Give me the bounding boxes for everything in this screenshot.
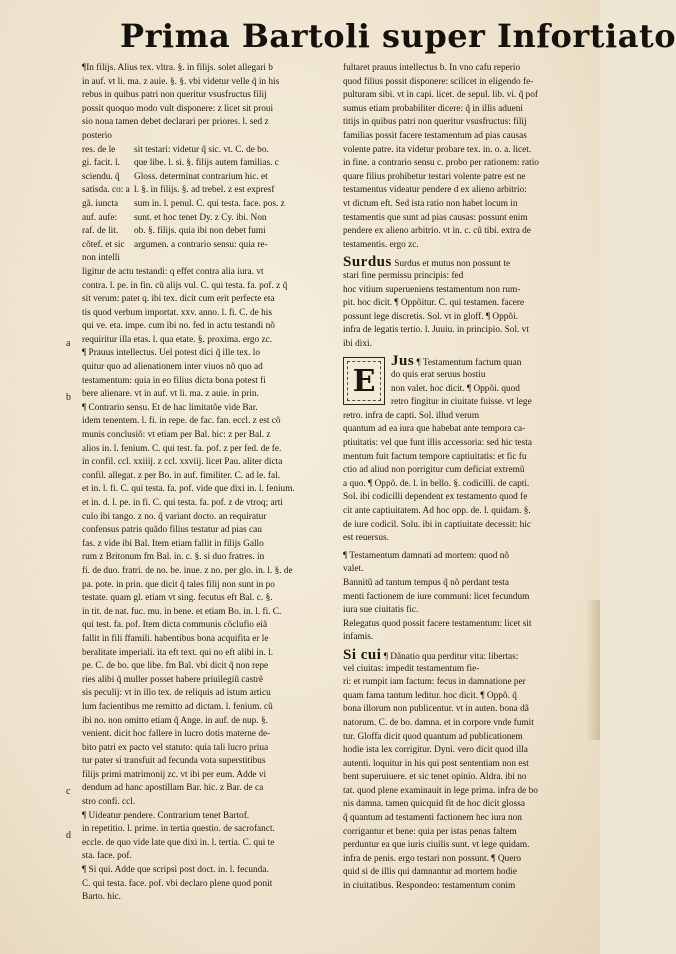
text-line: fas. z vide ibi Bal. Item etiam fallit in filijs Gallo (82, 538, 264, 549)
text-line: vel ciuitas: impedit testamentum fie- (343, 663, 480, 674)
text-line: satisda. co: a (82, 185, 130, 196)
text-line: l. §. in filijs. §. ad trebel. z est expresf (134, 185, 275, 196)
text-line: valet. (343, 564, 364, 575)
text-line: titijs in quibus patri non queritur vsusfructus: filij (343, 117, 527, 128)
text-line: rum z Britonum fm Bal. in. c. §. si duo fratres. in (82, 552, 265, 563)
text-line: nis damna. tamen quicquid fit de hoc dicit glossa (343, 799, 526, 810)
text-line: perduntur ea que iuris ciuilis sunt. vt lege quidam. (343, 840, 530, 851)
right-top-paragraph (343, 62, 583, 252)
text-line: quid si de illis qui damnantur ad mortem hodie (343, 867, 518, 878)
text-line: sta. face. pof. (82, 851, 132, 862)
text-line: infamis. (343, 632, 374, 643)
text-line: testate. quam gl. etiam vt sing. fecutus eft Bal. c. §. (82, 593, 273, 604)
text-line: argumen. a contrario sensu: quia re- (134, 239, 268, 250)
text-line: ibi no. non omitto etiam q̃ Ange. in auf. de nup. §. (82, 715, 268, 726)
text-line: ptiuitatis: vel que funt illis accessoria: sed hic testa (343, 438, 532, 449)
text-line: dendum ad hanc apostillam Bar. hic. z Bar. de ca (82, 783, 264, 794)
text-line: sum in. l. penul. C. qui testa. face. pos. z (134, 198, 285, 209)
text-line: et in. d. l. pe. in fi. C. qui testa. fa. pof. z de vtroq; arti (82, 498, 283, 508)
text-line: alios in. l. fenium. C. qui test. fa. pof. z per fed. de fe. (82, 443, 282, 454)
text-line: testamentum: quia in eo filius dicta bona potest fi (82, 375, 266, 386)
left-intro-paragraph (82, 62, 332, 130)
text-line: quam fama tantum leditur. hoc dicit. ¶ Oppõ. q̃ (343, 690, 517, 701)
damnati-paragraph (343, 550, 583, 645)
text-line: pendere ex alieno arbitrio. vt in. c. cũ tibi. extra de (343, 226, 531, 237)
text-line: in repetitio. l. prime. in tertia questio. de sacrofanct. (82, 824, 275, 835)
text-line: testamentus videatur pendere d ex alieno arbitrio: (343, 185, 527, 196)
text-line: ¶ Prauus intellectus. Uel potest dici q̃ ille tex. lo (82, 348, 260, 359)
left-column (82, 62, 332, 905)
text-line (134, 252, 330, 266)
text-line: non intelli (82, 253, 120, 264)
text-line: fi. de duo. fratri. de no. be. inue. z no. per glo. in. l. §. de (82, 565, 293, 576)
text-line: cit ante captiuitatem. Ad hoc opp. de. l. quidam. §. (343, 506, 531, 516)
text-line: Barto. hic. (82, 892, 121, 903)
text-line: ibi dixi. (343, 338, 372, 349)
text-line: familias possit facere testamentum ad pias causas (343, 130, 527, 141)
text-line: Relegatus quod possit facere testamentum: licet sit (343, 618, 532, 629)
text-line: stro confi. ccl. (82, 797, 136, 808)
text-line: lum facientibus me remitto ad dictam. l. fenium. cũ (82, 701, 273, 712)
gloss-paragraph-c (82, 402, 332, 810)
text-line: stari fine permissu principis: fed (343, 270, 464, 281)
text-line: Bannitũ ad tantum tempus q̃ nõ perdant testa (343, 577, 510, 588)
text-line: ligitur de actu testandi: q effet contra alia iura. vt (82, 266, 264, 277)
text-line: gi. facit. l. (82, 158, 120, 169)
text-line: ¶ Testamentum damnati ad mortem: quod nõ (343, 550, 510, 561)
text-line: tis quod verbum importat. xxv. anno. l. fi. C. de his (82, 307, 272, 318)
text-line: ¶In filijs. Alius tex. vltra. §. in filijs. solet allegari b (82, 63, 273, 73)
text-line: retro fingitur in ciuitate fuisse. vt lege (391, 397, 532, 408)
text-line: tur pater si transfuit ad fecunda vota superstitibus (82, 756, 266, 767)
text-line: ¶ Contrario sensu. Et de hac limitatõe vide Bar. (82, 402, 258, 413)
gloss-split-block (82, 130, 332, 266)
text-line: sumus etiam probabiliter dicere: q̃ in illis adueni (343, 103, 523, 114)
text-line: qui ve. eta. impe. cum ibi no. fed in actu testandi nõ (82, 321, 275, 332)
text-line: beralitate imperiali. ita eft text. qui no eft alibi in. l. (82, 647, 274, 658)
margin-letter-b: a (66, 338, 71, 349)
text-line: cõtef. et sic (82, 239, 125, 250)
text-line: confensus patris quãdo filius testatur ad pias cau (82, 525, 262, 536)
margin-letter-d: c (66, 786, 71, 797)
initial-letter: E (352, 363, 376, 399)
text-line: pe. C. de bo. que libe. fm Bal. vbi dicit q̃ non repe (82, 661, 269, 672)
text-line (134, 130, 330, 144)
text-line: raf. de lit. (82, 226, 119, 237)
surdus-rubric: Surdus (343, 254, 392, 271)
text-line: venient. dicit hoc fallere in lucro dotis materne de- (82, 729, 271, 740)
text-line: bito patri ex pacto vel statuto: quia tali lucro priua (82, 742, 269, 753)
text-line: sciendu. q̃ (82, 171, 120, 182)
text-line: ctio ad aliud non porrigitur cum deficiat extremũ (343, 465, 525, 476)
si-cui-rubric: Si cui (343, 646, 382, 663)
text-line: Sol. ibi codicilli dependent ex testamento quod fe (343, 492, 528, 503)
text-line: que libe. l. si. §. filijs autem familias. c (134, 158, 279, 169)
text-line: ob. §. filijs. quia ibi non debet fumi (134, 226, 266, 237)
text-line: testamentis. ergo zc. (343, 239, 419, 250)
text-line: natorum. C. de bo. damna. et in corpore vnde fumit (343, 717, 534, 728)
text-line: possit quoquo modo vult disponere: z licet sit proui (82, 103, 274, 114)
text-line: quod filius possit disponere: scilicet in eligendo fe- (343, 76, 534, 87)
text-line: Gloss. determinat contrarium hic. et (134, 171, 268, 182)
margin-letter-e: d (66, 830, 71, 841)
text-line: bent superuiuere. et sic tenet opinio. Aldra. ibi no (343, 772, 527, 783)
text-line: rebus in quibus patri non queritur vsusfructus filij (82, 90, 267, 101)
surdus-line: Surdus et mutus non possunt te (394, 259, 511, 270)
text-line: quitur quo ad alienationem inter viuos nõ quo ad (82, 362, 263, 373)
text-line: in tit. de nat. fuc. mu. in bene. et etiam Bo. in. l. fi. C. (82, 606, 282, 617)
text-line: tur. Gloffa dicit quod quantum ad publicationem (343, 731, 523, 742)
text-line: in ciuitatibus. Respondeo: testamentum conim (343, 881, 516, 892)
margin-letter-c: b (66, 392, 71, 403)
text-line: tat. quod plene examinauit in lege prima. infra de bo (343, 785, 538, 796)
text-line: pa. pote. in prin. que dicit q̃ tales filij non sunt in po (82, 579, 275, 590)
text-line: infra de legatis tertio. l. Juuiu. in principio. Sol. vt (343, 325, 529, 336)
eius-line: ¶ Testamentum factum quan (416, 358, 522, 369)
si-cui-line: ¶ Dãnatio qua perditur vita: libertas: (383, 651, 519, 662)
text-line: sio noua tamen debet declarari per priores. l. sed z (82, 117, 269, 128)
text-line: ri: et rumpit iam factum: fecus in damnatione per (343, 677, 526, 688)
text-line: bona illorum non publicentur. vt in auten. bona dã (343, 704, 529, 715)
text-line: sis peculij: vt in illo tex. de reliquis ad istum articu (82, 688, 271, 699)
text-line: culo ibi tango. z no. q̃ variant docto. an requiratur (82, 511, 267, 522)
text-line: sit testari: videtur q̃ sic. vt. C. de bo. (134, 144, 269, 155)
text-line: mentum fuit factum tempore captiuitatis: et fic fu (343, 451, 527, 462)
eius-rubric: Jus (391, 353, 415, 370)
text-line: testamentis que sunt ad pias causas: possunt enim (343, 212, 528, 223)
text-line: pulturam sibi. vt in capi. licet. de sepul. lib. vi. q̃ pof (343, 90, 538, 101)
text-line: pit. hoc dicit. ¶ Oppõitur. C. qui testamen. facere (343, 298, 525, 309)
text-line: q̃ quantum ad testamenti factionem hec iura non (343, 813, 522, 824)
text-line: do quis erat seruus hostiu (391, 370, 486, 381)
text-line: non valet. hoc dicit. ¶ Oppõi. quod (391, 383, 520, 394)
text-line: et in. l. fi. C. qui testa. fa. pof. vide que dixi in. l. fenium. (82, 484, 295, 495)
text-line: filijs primi matrimonij zc. vt ibi per eum. Adde vi (82, 769, 267, 780)
text-line: in fine. a contrario sensu c. probo per rationem: ratio (343, 158, 539, 169)
text-line: confil. allegat. z per Bo. in auf. fimiliter. C. ad le. fal. (82, 470, 281, 481)
text-line: vt dictum eft. Sed ista ratio non habet locum in (343, 198, 518, 209)
text-line: auf. aufe: (82, 212, 118, 223)
text-line: est reuersus. (343, 533, 389, 544)
text-line: eccle. de quo vide late que dixi in. l. tertia. C. qui te (82, 837, 275, 848)
gloss-wide-column (134, 130, 330, 266)
right-column (343, 62, 583, 894)
text-line: C. qui testa. face. pof. vbi declaro plene quod ponit (82, 878, 273, 889)
text-line: ¶ Uideatur pendere. Contrarium tenet Bartof. (82, 810, 250, 821)
text-line: posterio (82, 130, 112, 141)
text-line: in auf. vt li. ma. z auie. §. §. vbi videtur velle q̃ in his (82, 76, 280, 87)
si-cui-section (343, 646, 583, 894)
gloss-paragraph-e (82, 864, 332, 905)
text-line: idem tenentem. l. fi. in repe. de fac. fan. eccl. z est cõ (82, 416, 281, 427)
text-line: fultaret prauus intellectus b. In vno cafu reperio (343, 63, 521, 73)
text-line: a quo. ¶ Oppõ. de. l. in bello. §. codicilli. de capti. (343, 478, 530, 489)
text-line: de iure codicil. Solu. ibi in captiuitate decessit: hic (343, 519, 531, 530)
text-line: gã. iuncta (82, 198, 119, 209)
left-main-paragraph (82, 266, 332, 348)
text-line: requiritur illa etas. l. qua etate. §. proxima. ergo zc. (82, 334, 273, 345)
text-line: sit verum: patet q. ibi tex. dicit cum erit perfecte eta (82, 294, 275, 305)
text-line: qui test. fa. pof. Item dicta communis cõclufio eiã (82, 620, 268, 631)
text-line: in confil. ccl. xxiiij. z ccl. xxviij. licet Pau. aliter dicta (82, 457, 283, 468)
text-line: quare filius prohibetur testari volente patre est ne (343, 171, 526, 182)
text-line: ¶ Si qui. Adde que scripsi post doct. in. l. fecunda. (82, 865, 269, 876)
text-line: iura sue ciuitatis fic. (343, 605, 419, 616)
text-line: quantum ad ea iura que habebat ante tempora ca- (343, 424, 526, 435)
text-line: sunt. et hoc tenet Dy. z Cy. ibi. Non (134, 212, 267, 223)
text-line: bere alienare. vt in auf. vt li. ma. z auie. in prin. (82, 389, 259, 400)
text-line: hodie ista lex corrigitur. Dyni. vero dicit quod illa (343, 745, 528, 756)
text-line: fallit in fili ffamili. habentibus bona acquifita er le (82, 633, 269, 644)
eius-section (343, 355, 583, 545)
text-line: retro. infra de capti. Sol. illud verum (343, 410, 480, 421)
text-line: menti factionem de iure communi: licet fecundum (343, 591, 530, 602)
surdus-section (343, 256, 583, 351)
text-line: infra de penis. ergo testari non possunt. ¶ Quero (343, 853, 522, 864)
running-head: Prima Bartoli super Infortiato (120, 17, 676, 55)
text-line: res. de le (82, 144, 116, 155)
text-line: ries alibi q̃ muller posset habere priuilegiũ castrẽ (82, 674, 263, 685)
gloss-paragraph-d (82, 810, 332, 864)
text-line: munis conclusiõ: vt etiam per Bal. hic: z per Bal. z (82, 430, 271, 441)
page-edge-shadow (586, 600, 600, 740)
gloss-paragraph-b (82, 347, 332, 401)
decorated-initial (343, 357, 385, 405)
text-line: contra. l. pe. in fin. cũ alijs vul. C. qui testa. fa. pof. z q̃ (82, 280, 288, 291)
text-line: possunt lege discretis. Sol. vt in gloff. ¶ Oppõi. (343, 311, 518, 322)
text-line: corrigantur et bene: quia per istas penas faltem (343, 826, 517, 837)
text-line: hoc vitium superueniens testamentum non rum- (343, 284, 521, 295)
text-line: autenti. loquitur in his qui post sententiam non est (343, 758, 529, 769)
gloss-narrow-column (82, 130, 130, 266)
text-line: volente patre. ita videtur probare tex. in. o. a. licet. (343, 144, 532, 155)
